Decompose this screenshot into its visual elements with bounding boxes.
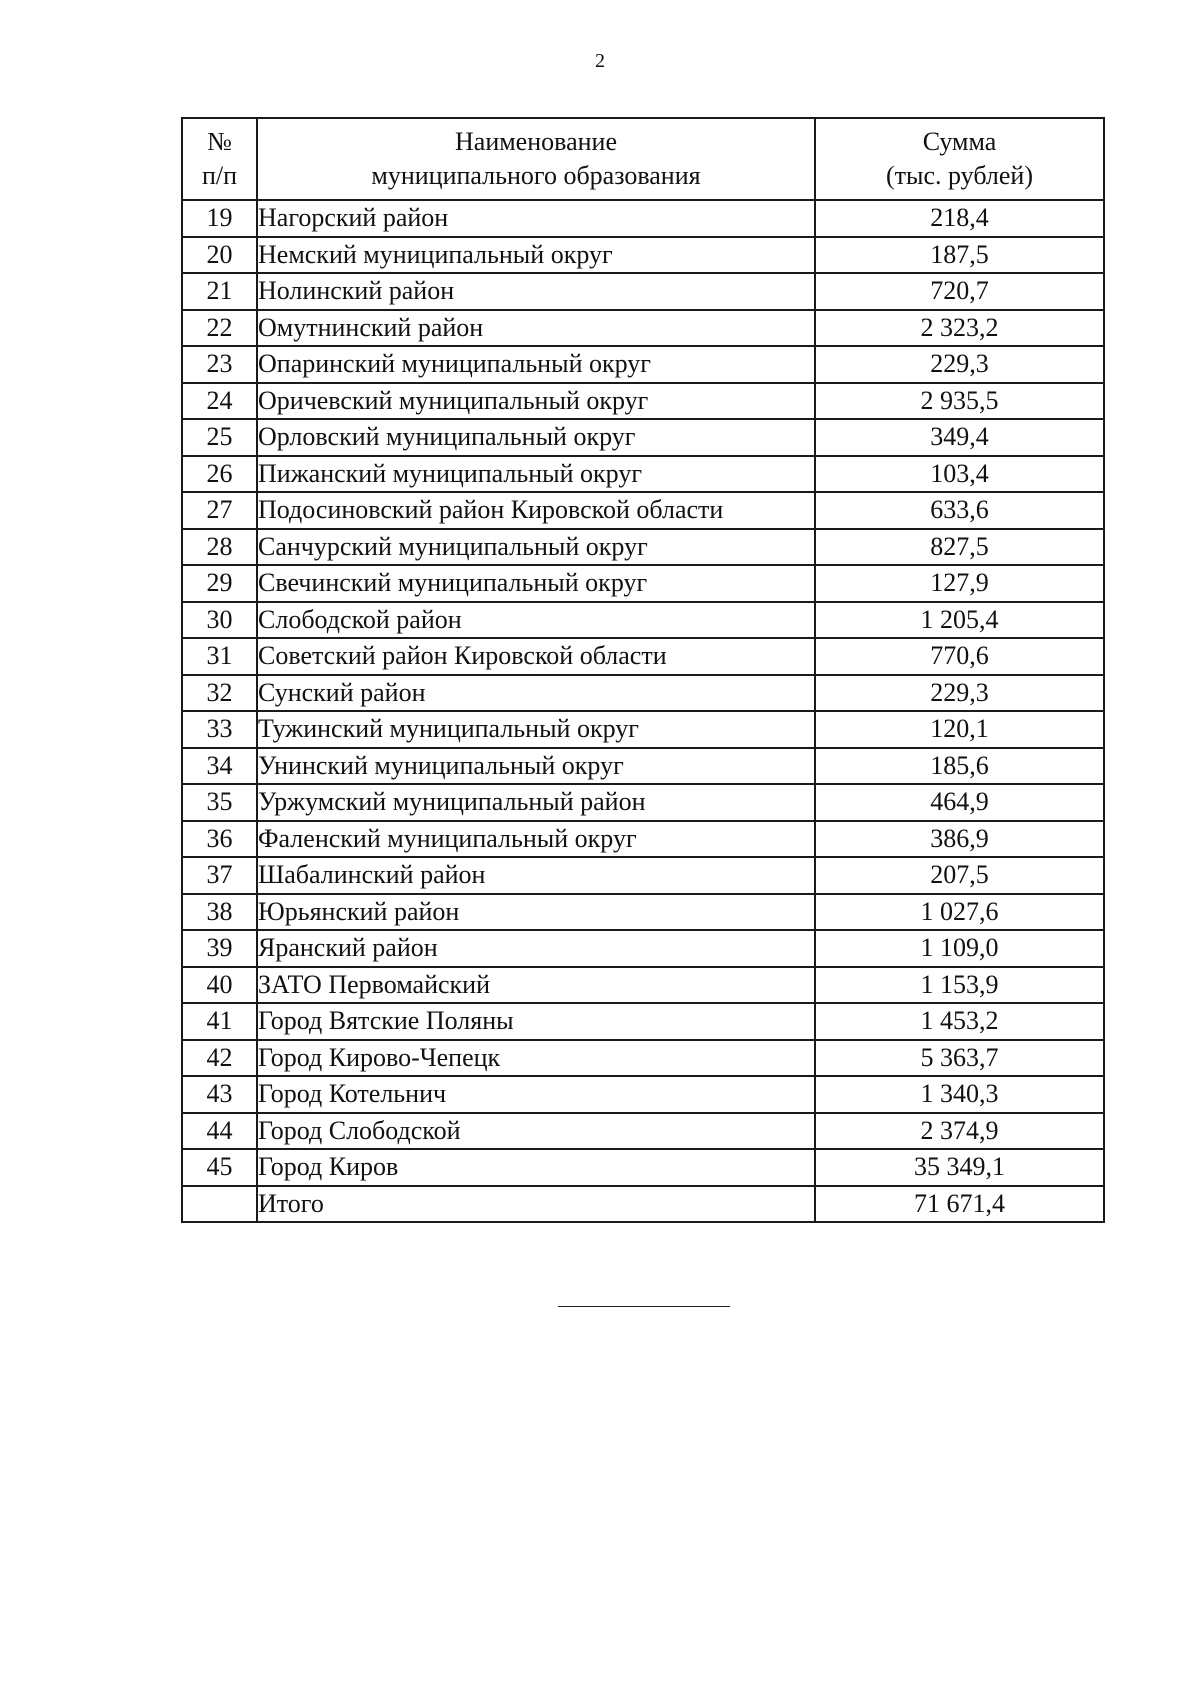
row-name: Яранский район <box>257 930 815 967</box>
table-row <box>182 346 1104 383</box>
row-name: Город Слободской <box>257 1113 815 1150</box>
row-name: Подосиновский район Кировской области <box>257 492 815 529</box>
row-number: 37 <box>182 857 257 894</box>
header-number-line2: п/п <box>201 161 238 190</box>
row-number: 19 <box>182 200 257 237</box>
row-name: Санчурский муниципальный округ <box>257 529 815 566</box>
header-number-line1: № <box>207 127 232 156</box>
table-row <box>182 967 1104 1004</box>
end-divider-line <box>558 1306 730 1307</box>
row-number: 26 <box>182 456 257 493</box>
row-sum: 1 109,0 <box>815 930 1104 967</box>
row-sum: 827,5 <box>815 529 1104 566</box>
table-row <box>182 1003 1104 1040</box>
row-name: Фаленский муниципальный округ <box>257 821 815 858</box>
row-number: 32 <box>182 675 257 712</box>
row-number: 20 <box>182 237 257 274</box>
table-row <box>182 821 1104 858</box>
header-name-line2: муниципального образования <box>371 161 701 190</box>
table-row <box>182 638 1104 675</box>
row-number: 23 <box>182 346 257 383</box>
table-row <box>182 675 1104 712</box>
row-number: 25 <box>182 419 257 456</box>
row-name: Унинский муниципальный округ <box>257 748 815 785</box>
row-number: 38 <box>182 894 257 931</box>
header-name <box>257 118 815 200</box>
header-name-line1: Наименование <box>455 127 617 156</box>
row-sum: 103,4 <box>815 456 1104 493</box>
table-row <box>182 565 1104 602</box>
allocation-table <box>181 117 1105 1223</box>
table-row <box>182 1040 1104 1077</box>
row-number: 40 <box>182 967 257 1004</box>
row-number: 35 <box>182 784 257 821</box>
row-name: Город Котельнич <box>257 1076 815 1113</box>
row-number: 41 <box>182 1003 257 1040</box>
row-number: 22 <box>182 310 257 347</box>
header-sum <box>815 118 1104 200</box>
row-sum: 1 205,4 <box>815 602 1104 639</box>
row-name: Сунский район <box>257 675 815 712</box>
table-row <box>182 602 1104 639</box>
total-row <box>182 1186 1104 1223</box>
total-number <box>182 1186 257 1223</box>
table-row <box>182 784 1104 821</box>
row-number: 29 <box>182 565 257 602</box>
table-row <box>182 273 1104 310</box>
table-row <box>182 930 1104 967</box>
row-name: Пижанский муниципальный округ <box>257 456 815 493</box>
row-name: Уржумский муниципальный район <box>257 784 815 821</box>
row-sum: 187,5 <box>815 237 1104 274</box>
total-label: Итого <box>257 1186 815 1223</box>
row-sum: 120,1 <box>815 711 1104 748</box>
table-header <box>182 118 1104 200</box>
row-sum: 770,6 <box>815 638 1104 675</box>
row-sum: 1 453,2 <box>815 1003 1104 1040</box>
row-sum: 2 323,2 <box>815 310 1104 347</box>
row-sum: 1 027,6 <box>815 894 1104 931</box>
table-row <box>182 1113 1104 1150</box>
row-sum: 185,6 <box>815 748 1104 785</box>
table-row <box>182 711 1104 748</box>
table-row <box>182 383 1104 420</box>
row-number: 30 <box>182 602 257 639</box>
row-sum: 1 340,3 <box>815 1076 1104 1113</box>
row-number: 44 <box>182 1113 257 1150</box>
row-number: 42 <box>182 1040 257 1077</box>
row-sum: 633,6 <box>815 492 1104 529</box>
table-row <box>182 857 1104 894</box>
row-sum: 464,9 <box>815 784 1104 821</box>
header-row <box>182 118 1104 200</box>
row-name: Немский муниципальный округ <box>257 237 815 274</box>
row-number: 21 <box>182 273 257 310</box>
row-name: Нагорский район <box>257 200 815 237</box>
row-sum: 720,7 <box>815 273 1104 310</box>
row-name: Свечинский муниципальный округ <box>257 565 815 602</box>
row-name: Оричевский муниципальный округ <box>257 383 815 420</box>
row-sum: 229,3 <box>815 675 1104 712</box>
row-number: 27 <box>182 492 257 529</box>
row-name: Город Вятские Поляны <box>257 1003 815 1040</box>
table-body <box>182 200 1104 1222</box>
row-sum: 5 363,7 <box>815 1040 1104 1077</box>
header-sum-line1: Сумма <box>922 127 997 156</box>
row-sum: 2 374,9 <box>815 1113 1104 1150</box>
row-number: 31 <box>182 638 257 675</box>
table-row <box>182 200 1104 237</box>
table-row <box>182 310 1104 347</box>
row-sum: 2 935,5 <box>815 383 1104 420</box>
table-row <box>182 748 1104 785</box>
table-row <box>182 419 1104 456</box>
row-name: Опаринский муниципальный округ <box>257 346 815 383</box>
row-sum: 386,9 <box>815 821 1104 858</box>
header-number <box>182 118 257 200</box>
total-sum: 71 671,4 <box>815 1186 1104 1223</box>
row-sum: 218,4 <box>815 200 1104 237</box>
row-name: Омутнинский район <box>257 310 815 347</box>
row-name: Орловский муниципальный округ <box>257 419 815 456</box>
row-number: 45 <box>182 1149 257 1186</box>
row-sum: 349,4 <box>815 419 1104 456</box>
row-number: 39 <box>182 930 257 967</box>
row-number: 28 <box>182 529 257 566</box>
row-number: 36 <box>182 821 257 858</box>
row-sum: 1 153,9 <box>815 967 1104 1004</box>
page-number: 2 <box>595 50 605 72</box>
row-name: Тужинский муниципальный округ <box>257 711 815 748</box>
table-row <box>182 456 1104 493</box>
row-name: Слободской район <box>257 602 815 639</box>
table-row <box>182 237 1104 274</box>
table-row <box>182 1076 1104 1113</box>
row-sum: 35 349,1 <box>815 1149 1104 1186</box>
row-name: Шабалинский район <box>257 857 815 894</box>
row-name: ЗАТО Первомайский <box>257 967 815 1004</box>
row-sum: 229,3 <box>815 346 1104 383</box>
header-sum-line2: (тыс. рублей) <box>885 161 1033 190</box>
row-name: Нолинский район <box>257 273 815 310</box>
row-number: 43 <box>182 1076 257 1113</box>
table-row <box>182 1149 1104 1186</box>
table-row <box>182 894 1104 931</box>
row-name: Город Кирово-Чепецк <box>257 1040 815 1077</box>
row-name: Советский район Кировской области <box>257 638 815 675</box>
row-number: 24 <box>182 383 257 420</box>
table-row <box>182 529 1104 566</box>
row-number: 33 <box>182 711 257 748</box>
row-number: 34 <box>182 748 257 785</box>
row-name: Юрьянский район <box>257 894 815 931</box>
row-sum: 207,5 <box>815 857 1104 894</box>
row-name: Город Киров <box>257 1149 815 1186</box>
row-sum: 127,9 <box>815 565 1104 602</box>
table-row <box>182 492 1104 529</box>
